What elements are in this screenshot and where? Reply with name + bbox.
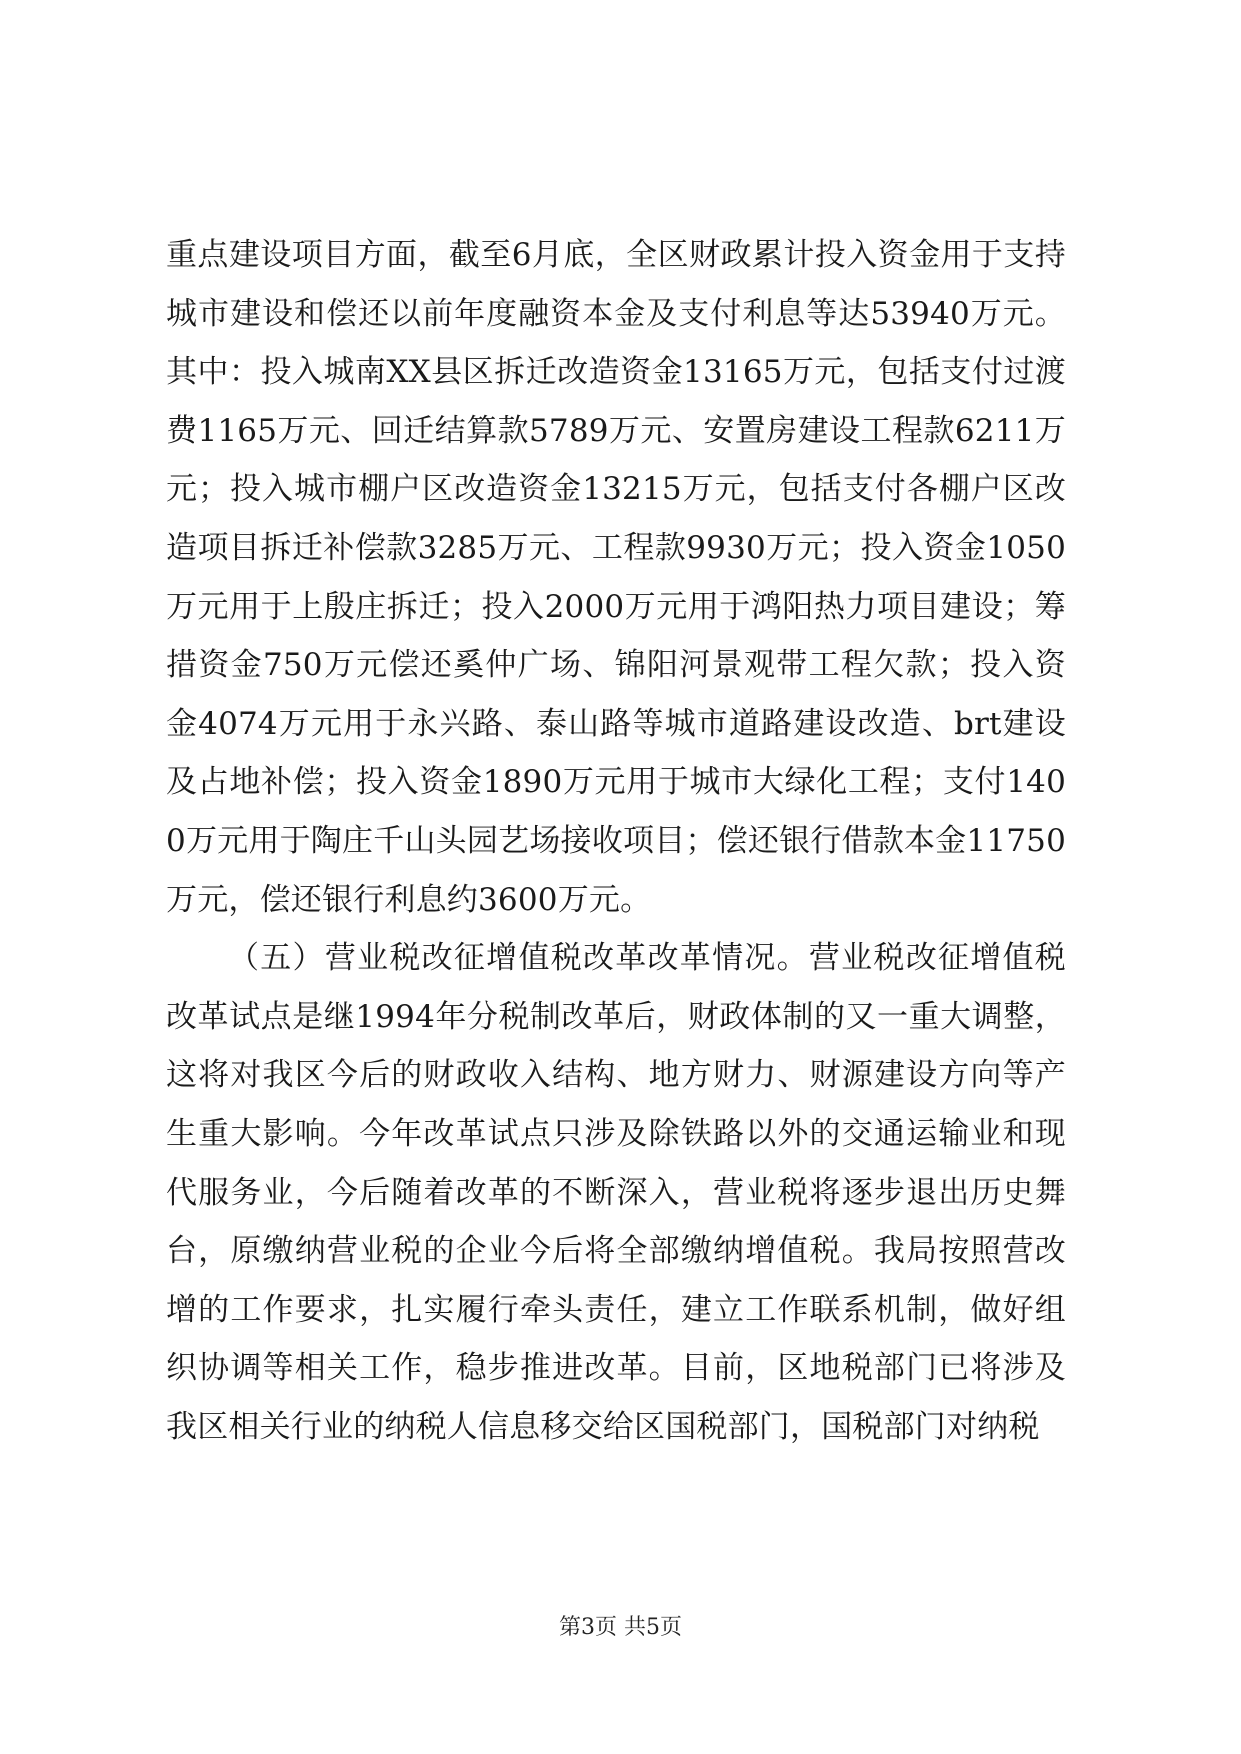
body-text bbox=[166, 226, 1066, 1456]
page-footer: 第3页 共5页 bbox=[559, 1615, 682, 1640]
paragraph-vat-reform: （五）营业税改征增值税改革改革情况。营业税改征增值税改革试点是继1994年分税制改革后，财政体制的又一重大调整，这将对我区今后的财政收入结构、地方财力、财源建设方向等产生重大影响。今年改革试点只涉及除铁路以外的交通运输业和现代服务业，今后随着改革的不断深入，营业税将逐步退出历史舞台，原缴纳营业税的企业今后将全部缴纳增值税。我局按照营改增的工作要求，扎实履行牵头责任，建立工作联系机制，做好组织协调等相关工作，稳步推进改革。目前，区地税部门已将涉及我区相关行业的纳税人信息移交给区国税部门，国税部门对纳税 bbox=[166, 940, 1066, 1445]
paragraph-key-projects: 重点建设项目方面，截至6月底，全区财政累计投入资金用于支持城市建设和偿还以前年度融资本金及支付利息等达53940万元。其中：投入城南XX县区拆迁改造资金13165万元，包括支付过渡费1165万元、回迁结算款5789万元、安置房建设工程款6211万元；投入城市棚户区改造资金13215万元，包括支付各棚户区改造项目拆迁补偿款3285万元、工程款9930万元；投入资金1050万元用于上殷庄拆迁；投入2000万元用于鸿阳热力项目建设；筹措资金750万元偿还奚仲广场、锦阳河景观带工程欠款；投入资金4074万元用于永兴路、泰山路等城市道路建设改造、brt建设及占地补偿；投入资金1890万元用于城市大绿化工程；支付1400万元用于陶庄千山头园艺场接收项目；偿还银行借款本金11750万元，偿还银行利息约3600万元。 bbox=[166, 237, 1066, 918]
